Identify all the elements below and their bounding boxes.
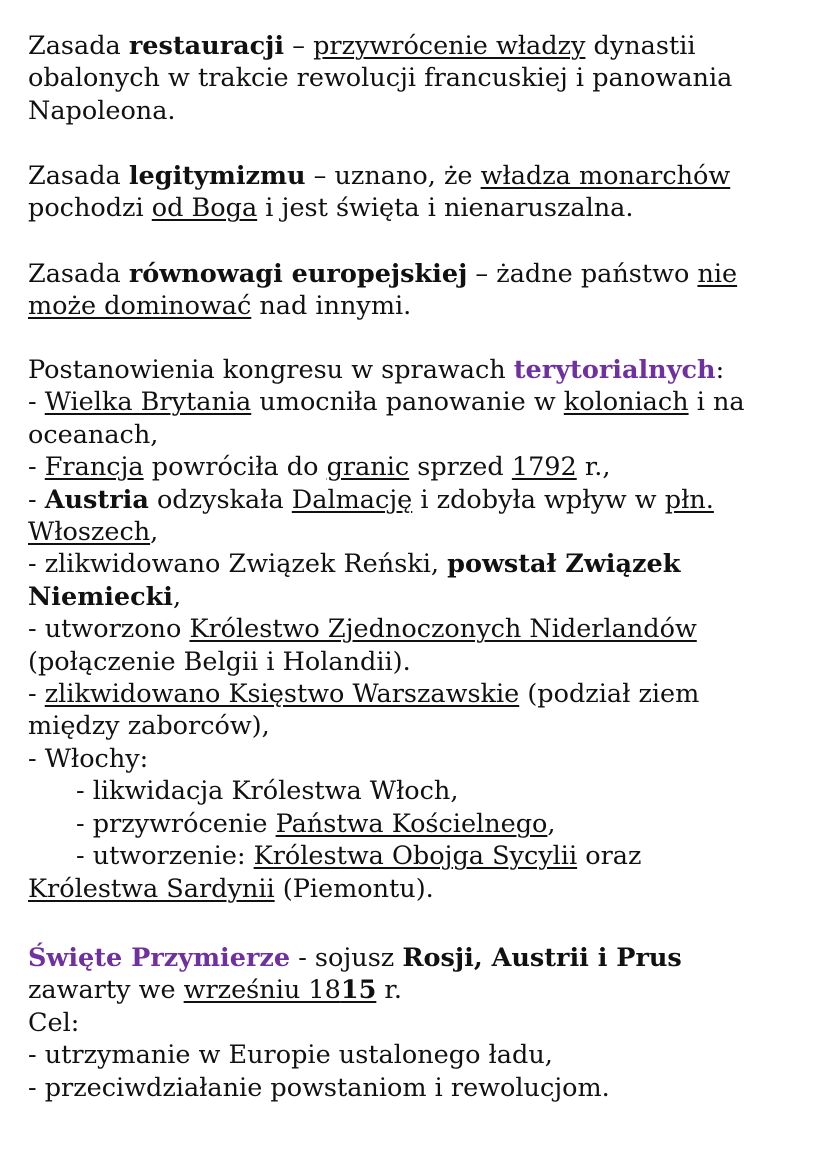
text-line: oceanach, — [28, 419, 159, 450]
text-line: między zaborców), — [28, 711, 270, 742]
underlined-phrase: przywrócenie władzy — [313, 31, 586, 61]
underlined-phrase: może dominować — [28, 291, 252, 322]
list-item: - utworzono Królestwo Zjednoczonych Niderlandów — [28, 614, 697, 645]
text-line: Napoleona. — [28, 95, 176, 126]
section-heading: Święte Przymierze - sojusz Rosji, Austrii i Prus — [28, 943, 682, 973]
term-swiete-przymierze: Święte Przymierze — [28, 943, 291, 973]
text-line: Cel: — [28, 1007, 80, 1038]
list-item: - zlikwidowano Związek Reński, powstał Związek — [28, 549, 681, 580]
term-rownowagi: równowagi europejskiej — [128, 259, 468, 289]
text-line: pochodzi od Boga i jest święta i nienaruszalna. — [28, 193, 634, 224]
underlined-phrase: nie — [697, 259, 738, 289]
term-terytorialnych: terytorialnych — [513, 355, 716, 385]
section-heading: Postanowienia kongresu w sprawach terytorialnych: — [28, 355, 725, 385]
text-line: Niemiecki, — [28, 581, 182, 612]
list-item: - Francja powróciła do granic sprzed 1792 r., — [28, 452, 611, 483]
section-postanowienia — [28, 354, 818, 905]
text-line: Zasada legitymizmu – uznano, że władza monarchów — [28, 161, 731, 191]
text-line: Zasada restauracji – przywrócenie władzy dynastii — [28, 31, 696, 61]
sub-list-item: - utworzenie: Królestwa Obojga Sycylii oraz — [76, 841, 642, 872]
text-line: (połączenie Belgii i Holandii). — [28, 646, 411, 677]
text-line: może dominować nad innymi. — [28, 291, 412, 322]
list-item: - zlikwidowano Księstwo Warszawskie (podział ziem — [28, 679, 700, 710]
section-restauracja — [28, 30, 818, 127]
term-legitymizmu: legitymizmu — [128, 161, 306, 191]
section-swiete-przymierze — [28, 942, 818, 1104]
list-item: - przeciwdziałanie powstaniom i rewolucjom. — [28, 1072, 610, 1103]
list-item: - utrzymanie w Europie ustalonego ładu, — [28, 1040, 553, 1071]
list-item: - Wielka Brytania umocniła panowanie w koloniach i na — [28, 387, 745, 418]
text-line: zawarty we wrześniu 1815 r. — [28, 975, 402, 1006]
text-line: Królestwa Sardynii (Piemontu). — [28, 873, 434, 904]
sub-list-item: - likwidacja Królestwa Włoch, — [76, 776, 459, 807]
text-line: obalonych w trakcie rewolucji francuskiej i panowania — [28, 63, 733, 94]
section-legitymizm — [28, 160, 818, 225]
term-restauracji: restauracji — [128, 31, 285, 61]
underlined-phrase: władza monarchów — [480, 161, 731, 191]
underlined-phrase: od Boga — [151, 193, 258, 224]
list-item: - Włochy: — [28, 743, 149, 774]
text-line: Włoszech, — [28, 517, 159, 548]
list-item: - Austria odzyskała Dalmację i zdobyła wpływ w płn. — [28, 484, 714, 515]
text-line: Zasada równowagi europejskiej – żadne państwo nie — [28, 259, 738, 289]
sub-list-item: - przywrócenie Państwa Kościelnego, — [76, 808, 556, 839]
section-rownowaga — [28, 258, 818, 323]
